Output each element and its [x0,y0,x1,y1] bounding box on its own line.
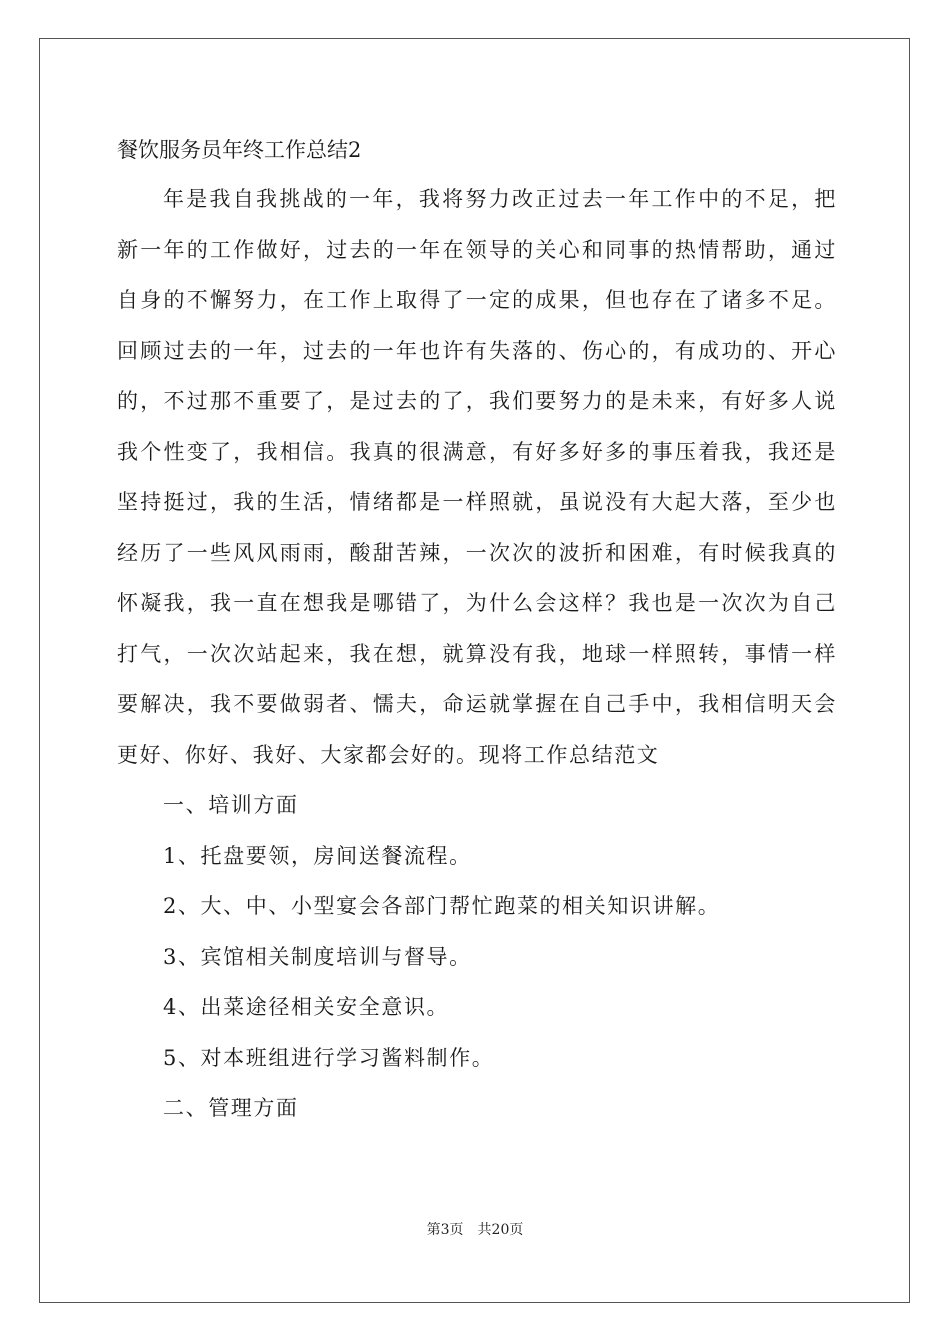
total-pages: 共20页 [477,1222,524,1238]
list-item: 1、托盘要领，房间送餐流程。 [163,843,472,868]
list-item: 2、大、中、小型宴会各部门帮忙跑菜的相关知识讲解。 [163,894,721,918]
page-footer [0,1219,950,1239]
document-title: 餐饮服务员年终工作总结2 [117,138,362,162]
list-item: 5、对本班组进行学习酱料制作。 [163,1045,495,1070]
page-number: 第3页 [426,1222,464,1238]
list-item: 3、宾馆相关制度培训与督导。 [163,944,472,969]
section-heading-training: 一、培训方面 [163,793,299,817]
section-heading-management: 二、管理方面 [163,1096,299,1120]
body-paragraph: 年是我自我挑战的一年，我将努力改正过去一年工作中的不足，把新一年的工作做好，过去的一年在领导的关心和同事的热情帮助，通过自身的不懈努力，在工作上取得了一定的成果，但也存在了诸多不足。回顾过去的一年，过去的一年也许有失落的、伤心的，有成功的、开心的，不过那不重要了，是过去的了，我们要努力的是未来，有好多人说我个性变了，我相信。我真的很满意，有好多好多的事压着我，我还是坚持挺过，我的生活，情绪都是一样照就，虽说没有大起大落，至少也经历了一些风风雨雨，酸甜苦辣，一次次的波折和困难，有时候我真的怀凝我，我一直在想我是哪错了，为什么会这样？我也是一次次为自己打气，一次次站起来，我在想，就算没有我，地球一样照转，事情一样要解决，我不要做弱者、懦夫，命运就掌握在自己手中，我相信明天会更好、你好、我好、大家都会好的。现将工作总结范文 [117,187,837,767]
list-item: 4、出菜途径相关安全意识。 [163,995,450,1019]
document-body [117,130,837,1134]
